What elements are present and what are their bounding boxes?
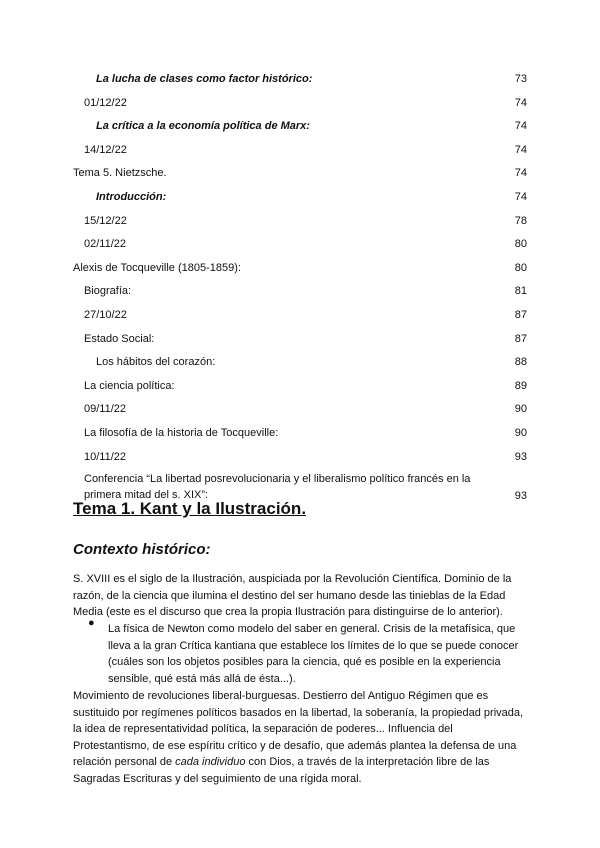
toc-entry-title[interactable]: 14/12/22	[84, 143, 127, 156]
toc-entry-title[interactable]: Tema 5. Nietzsche.	[73, 167, 167, 180]
toc-entry-title[interactable]: 15/12/22	[84, 214, 127, 227]
toc-entry-page: 90	[514, 403, 527, 416]
toc-entry[interactable]	[0, 448, 600, 472]
toc-entry[interactable]	[0, 377, 600, 401]
toc-entry-title[interactable]: 01/12/22	[84, 96, 127, 109]
toc-entry-title[interactable]: Los hábitos del corazón:	[96, 356, 216, 369]
toc-entry[interactable]	[0, 353, 600, 377]
text-line: S. XVIII es el siglo de la Ilustración, auspiciada por la Revolución Científica. Dominio de la	[73, 573, 512, 585]
section-heading: Tema 1. Kant y la Ilustración.	[73, 499, 307, 518]
toc-entry[interactable]	[0, 282, 600, 306]
toc-entry-title[interactable]: 27/10/22	[84, 308, 127, 321]
toc-entry-page: 78	[514, 214, 527, 227]
text-line: sustituido por regímenes políticos basados en la libertad, la soberanía, la propiedad privada,	[73, 706, 524, 719]
toc-entry-page: 74	[514, 143, 527, 156]
toc-entry-page: 93	[514, 490, 527, 503]
text-line	[73, 754, 523, 771]
text-line: Media (este es el discurso que crea la propia Ilustración para distinguirse de lo anterior).	[73, 606, 503, 619]
toc-entry-title[interactable]: La lucha de clases como factor histórico:	[96, 73, 313, 85]
text-line: Movimiento de revoluciones liberal-burguesas. Destierro del Antiguo Régimen que es	[73, 690, 489, 702]
toc-entry-title[interactable]: Introducción:	[96, 190, 167, 203]
toc-entry-page: 74	[514, 96, 527, 109]
toc-entry-title[interactable]: La crítica a la economía política de Marx:	[96, 120, 310, 133]
bullet-item	[108, 621, 518, 687]
toc-entry-page: 74	[514, 120, 527, 133]
toc-entry-page: 81	[514, 285, 527, 298]
toc-entry[interactable]	[0, 259, 600, 283]
toc-entry[interactable]	[0, 235, 600, 259]
toc-entry-page: 93	[514, 450, 527, 463]
toc-entry-page: 90	[514, 426, 527, 439]
toc-entry[interactable]	[0, 400, 600, 424]
text-line: razón, de la ciencia que ilumina el destino del ser humano desde las tinieblas de la Edad	[73, 589, 506, 602]
toc-entry[interactable]	[0, 94, 600, 118]
text-line: lleva a la gran Crítica kantiana que establece los límites de lo que se puede conocer	[108, 639, 519, 652]
text-line: Sagradas Escrituras y del seguimiento de una rígida moral.	[73, 772, 362, 785]
bullet-icon: ●	[88, 617, 95, 629]
text-span: con Dios, a través de la interpretación libre de las	[245, 756, 490, 769]
toc-entry-title[interactable]: 09/11/22	[84, 403, 127, 416]
toc-entry[interactable]	[0, 141, 600, 165]
text-line: sensible, qué está más allá de ésta...).	[108, 672, 296, 685]
text-line: Protestantismo, de ese espíritu crítico y de desafío, que además plantea la defensa de una	[73, 739, 517, 752]
toc-entry[interactable]	[0, 212, 600, 236]
paragraph-2	[73, 688, 523, 788]
toc-entry[interactable]	[0, 188, 600, 212]
toc-entry-page: 80	[514, 238, 527, 251]
toc-entry[interactable]	[0, 117, 600, 141]
toc-entry[interactable]	[0, 330, 600, 354]
toc-entry-page: 88	[514, 356, 527, 369]
toc-entry-page: 89	[514, 379, 527, 392]
text-span: relación personal de	[73, 756, 176, 769]
toc-entry[interactable]	[0, 164, 600, 188]
toc-entry[interactable]	[0, 306, 600, 330]
toc-entry-page: 73	[514, 73, 527, 85]
toc-entry-title[interactable]: 02/11/22	[84, 238, 127, 251]
toc-entry-page: 87	[514, 332, 527, 345]
toc-entry-title[interactable]: Conferencia “La libertad posrevolucionaria y el liberalismo político francés en la primera mitad del s. XIX”:	[84, 473, 471, 502]
toc-entry[interactable]	[0, 70, 600, 94]
toc-entry-page: 87	[514, 308, 527, 321]
text-line: (cuáles son los objetos posibles para la ciencia, qué es posible en la experiencia	[108, 656, 501, 669]
emphasis-text: cada individuo	[175, 756, 246, 769]
toc-entry-title[interactable]: 10/11/22	[84, 450, 127, 463]
text-line: La física de Newton como modelo del saber en general. Crisis de la metafísica, que	[108, 623, 516, 635]
subsection-heading: Contexto histórico:	[73, 541, 211, 558]
toc-entry-title[interactable]: La ciencia política:	[84, 379, 175, 392]
toc-entry[interactable]	[0, 424, 600, 448]
toc-entry-title[interactable]: Alexis de Tocqueville (1805-1859):	[73, 261, 241, 274]
toc-entry-title[interactable]: La filosofía de la historia de Tocqueville:	[84, 426, 279, 439]
paragraph-1	[73, 571, 511, 621]
toc-entry-page: 74	[514, 167, 527, 180]
toc-entry-page: 74	[514, 190, 527, 203]
table-of-contents	[0, 70, 600, 503]
text-line: la idea de representatividad política, la separación de poderes... Influencia del	[73, 723, 453, 736]
toc-entry-title[interactable]: Biografía:	[84, 285, 132, 298]
toc-entry-title[interactable]: Estado Social:	[84, 332, 155, 345]
toc-entry-page: 80	[514, 261, 527, 274]
